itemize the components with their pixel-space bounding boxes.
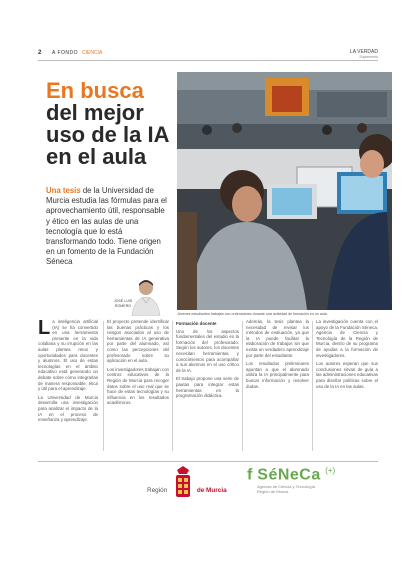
photo-caption: Jóvenes estudiantes trabajan con ordenadores durante una actividad de formación en un aula. — [177, 312, 328, 316]
col4-p1: Además, la tesis plantea la necesidad de revisar los métodos de evaluación, ya que la IA puede facilitar la elaboración de trabajos sin que exista un verdadero aprendizaje por parte del estudiante. — [246, 319, 309, 358]
seneca-logo — [247, 466, 335, 494]
col5-p2: Los autores esperan que sus conclusiones sirvan de guía a las administraciones educativas para diseñar políticas sobre el uso de la IA en las aulas. — [316, 361, 378, 389]
page-number: 2 — [38, 50, 42, 56]
seneca-subtitle-1: Agencia de Ciencia y Tecnología — [257, 484, 315, 490]
lead-paragraph — [46, 186, 170, 268]
body-column-3 — [176, 319, 239, 451]
col1-p1: a inteligencia artificial (IA) se ha convertido en una herramienta presente en la vida cotidiana y su irrupción en las aulas plantea retos y oportunidades para docentes y alumnos. El uso de estas tecnologías en el ámbito educativo está generando un debate sobre cómo integrarlas de manera responsable, ética y útil para el aprendizaje. — [38, 319, 98, 392]
subsection-label: CIENCIA — [82, 50, 103, 56]
footer-rule — [38, 461, 378, 462]
col2-p1: El proyecto pretende identificar las buenas prácticas y los riesgos asociados al uso de herramientas de IA generativa por parte del alumnado, así como las percepciones del profesorado sobre su aplicación en el aula. — [107, 319, 169, 364]
col1-p2: La Universidad de Murcia desarrolla una investigación para analizar el impacto de la IA en el proceso de enseñanza y aprendizaje. — [38, 394, 98, 423]
lead-text: de la Universidad de Murcia estudia las fórmulas para el aprovechamiento útil, responsable y ético en las aulas de una tecnología que lo está transformando todo. Tiene origen en un fomento de la Fundación Séneca — [46, 186, 167, 267]
seneca-plus: (+) — [325, 466, 336, 475]
column-rule — [242, 321, 243, 451]
body-column-2 — [107, 319, 169, 451]
region-name — [147, 487, 227, 494]
seneca-subtitle-2: Región de Murcia — [257, 489, 289, 495]
region-prefix: Región — [147, 487, 168, 494]
author-name: JOSÉ LUIS — [113, 299, 133, 303]
seneca-mark: f — [247, 466, 253, 484]
lead-bold: Una tesis — [46, 186, 81, 195]
body-column-5 — [316, 319, 378, 451]
headline-main: del mejor uso de la IA en el aula — [46, 100, 169, 169]
section-label: A FONDO — [52, 50, 79, 56]
col2-p2: Los investigadores trabajan con centros educativos de la Región de Murcia para recoger datos sobre el uso real que se hace de estas tecnologías y su influencia en los resultados académicos. — [107, 366, 169, 406]
col5-p1: La investigación cuenta con el apoyo de la Fundación Séneca, Agencia de Ciencia y Tecnología de la Región de Murcia, dentro de su programa de ayudas a la formación de investigadores. — [316, 319, 378, 358]
masthead — [334, 49, 378, 59]
photo-illustration — [177, 72, 392, 310]
col3-p1: Uno de los aspectos fundamentales del estudio es la formación del profesorado. Según los autores, los docentes necesitan herramientas y conocimientos para acompañar a sus alumnos en el uso crítico de la IA. — [176, 328, 239, 373]
masthead-title: LA VERDAD — [349, 49, 378, 55]
col4-p2: Los resultados preliminares apuntan a que el alumnado utiliza la IA principalmente para buscar información y resolver dudas. — [246, 361, 309, 389]
column-rule — [312, 321, 313, 451]
masthead-sub: Suplemento — [359, 55, 378, 59]
drop-cap: L — [38, 319, 51, 339]
col3-p2: El trabajo propone una serie de pautas para integrar estas herramientas en la programación didáctica. — [176, 376, 239, 399]
body-column-1 — [38, 319, 98, 451]
seneca-title: SéNeCa — [257, 466, 321, 484]
column-rule — [172, 321, 173, 451]
body-column-4 — [246, 319, 309, 451]
author-surname: ROMERO — [114, 303, 132, 308]
header-rule — [38, 60, 378, 61]
region-murcia-logo — [171, 466, 195, 504]
author-byline — [108, 299, 138, 308]
subheading: Formación docente — [176, 321, 217, 326]
column-rule — [103, 321, 104, 451]
region-suffix: de Murcia — [196, 487, 227, 494]
classroom-photo — [177, 72, 392, 310]
author-photo — [108, 276, 178, 316]
headline-accent: En busca — [46, 78, 144, 103]
